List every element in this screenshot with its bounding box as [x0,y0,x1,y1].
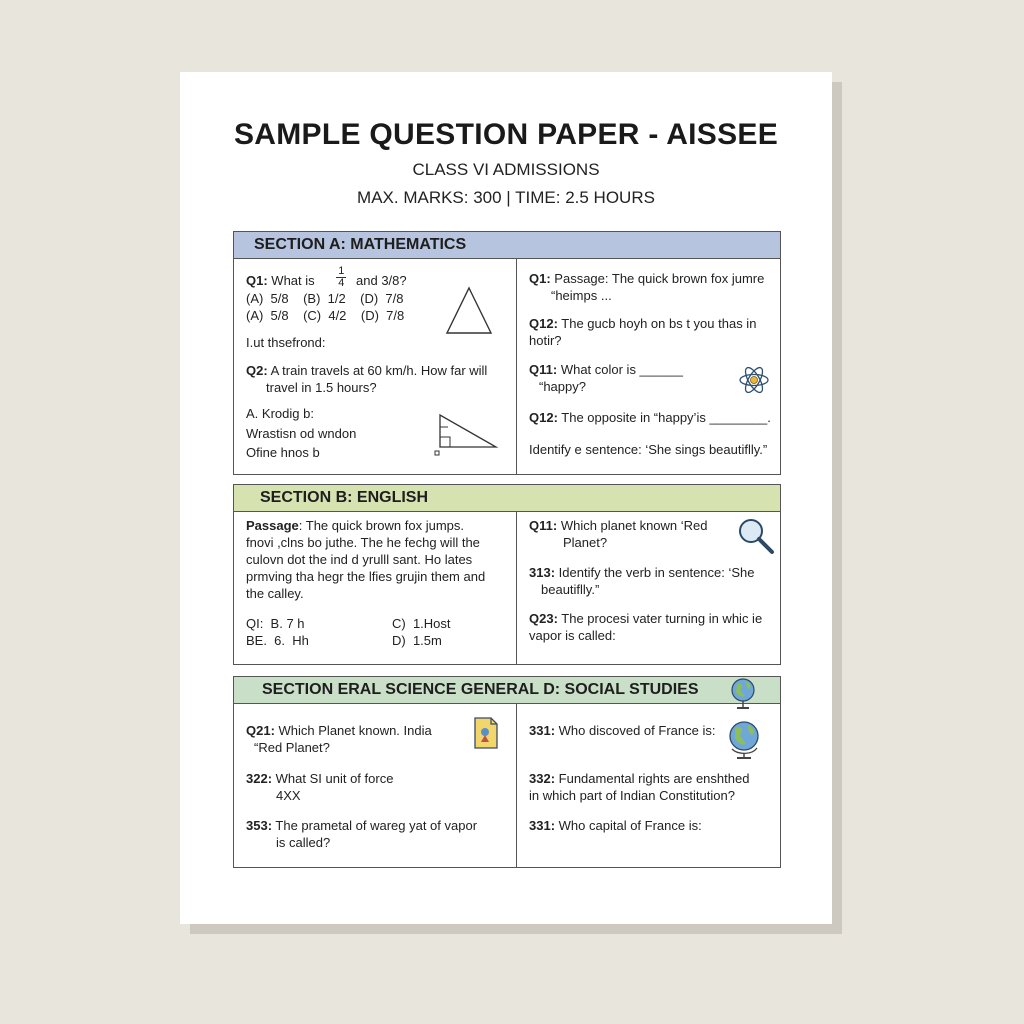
question-b-r3: Q23: The procesi vater turning in whic ie vapor is called: [529,611,763,643]
section-a-body [234,259,780,474]
document-icon [472,716,500,750]
note-text: I.ut thsefrond: [246,335,326,350]
section-a-heading: SECTION A: MATHEMATICS [234,232,780,259]
question-c2: 322: What SI unit of force 4XX [246,771,394,803]
question-a-r3: Q11: What color is ______ “happy? [529,362,683,394]
options-a1-row1: (A) 5/8 (B) 1/2 (D) 7/8 [246,291,404,306]
column-divider [516,704,517,867]
answer-line-1: A. Krodig b: [246,406,314,421]
question-a-r5: Identify e sentence: ‘She sings beautiflly.” [529,442,768,457]
marks-and-time: MAX. MARKS: 300 | TIME: 2.5 HOURS [357,188,655,207]
section-b-heading: SECTION B: ENGLISH [234,485,780,512]
section-a-mathematics [233,231,781,475]
question-b-r1: Q11: Which planet known ‘Red Planet? [529,518,708,550]
question-c3: 353: The prametal of wareg yat of vapor is called? [246,818,478,850]
passage: Passage: The quick brown fox jumps. fnovi ,clns bo juthe. The he fechg will the culovn dot the ind d yrulll sant. Ho lates prmving tha hegr the lfies grujin them and the calley. [246,518,486,601]
question-d2: 332: Fundamental rights are enshthed in which part of Indian Constitution? [529,771,750,803]
option-b1: QI: B. 7 h [246,616,305,631]
question-a-r2: Q12: The gucb hoyh on bs t you thas in hotir? [529,316,757,348]
question-a2: Q2: A train travels at 60 km/h. How far will travel in 1.5 hours? [246,363,488,395]
options-a1-row2: (A) 5/8 (C) 4/2 (D) 7/8 [246,308,405,323]
section-b-body [234,512,780,664]
paper-subtitle: CLASS VI ADMISSIONS [412,160,600,179]
option-b2: C) 1.Host [392,616,451,631]
question-d3: 331: Who capital of France is: [529,818,702,833]
question-c1: Q21: Which Planet known. India “Red Planet? [246,723,432,755]
fraction: $\frac{1}{4}$ [338,265,345,289]
globe-icon [726,719,762,761]
question-a-r1: Q1: Passage: The quick brown fox jumre “heimps ... [529,271,765,303]
column-divider [516,512,517,664]
answer-line-3: Ofine hnos b [246,445,320,460]
section-c-body [234,704,780,867]
column-divider [516,259,517,474]
question-b-r2: 313: Identify the verb in sentence: ‘She beautiflly.” [529,565,755,597]
section-c-science-social [233,676,781,868]
right-triangle-icon [432,411,502,457]
answer-line-2: Wrastisn od wndon [246,426,357,441]
paper-title: SAMPLE QUESTION PAPER - AISSEE [233,118,779,151]
question-paper [180,72,832,924]
question-a1: Q1: What is $\frac{1}{4}$ and 3/8? [246,265,407,289]
magnifier-icon [736,516,776,556]
section-c-heading: SECTION ERAL SCIENCE GENERAL D: SOCIAL STUDIES [234,677,780,704]
triangle-icon [444,285,494,337]
question-a-r4: Q12: The opposite in “happy’is ________. [529,410,771,425]
atom-icon [737,363,771,397]
question-d1: 331: Who discoved of France is: [529,723,716,738]
section-b-english [233,484,781,665]
option-b3: BE. 6. Hh [246,633,309,648]
option-b4: D) 1.5m [392,633,442,648]
